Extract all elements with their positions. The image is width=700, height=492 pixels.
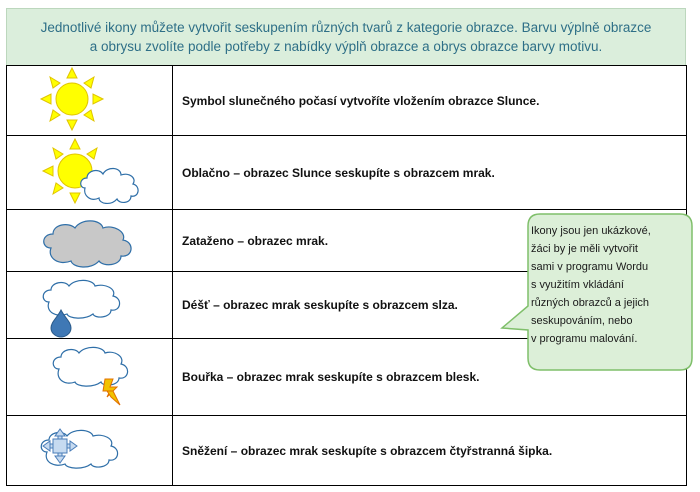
icon-cell	[7, 339, 173, 416]
gray-cloud-icon	[7, 210, 172, 271]
row-text: Zataženo – obrazec mrak.	[173, 210, 687, 272]
callout-line: žáci by je měli vytvořit	[531, 243, 638, 255]
intro-box	[6, 8, 686, 66]
row-text: Bouřka – obrazec mrak seskupíte s obrazcem blesk.	[173, 339, 687, 416]
row-text: Sněžení – obrazec mrak seskupíte s obrazcem čtyřstranná šipka.	[173, 416, 687, 486]
icon-cell	[7, 416, 173, 486]
sun-cloud-icon	[7, 136, 172, 209]
callout-line: Ikony jsou jen ukázkové,	[531, 225, 651, 237]
callout-line: v programu malování.	[531, 333, 638, 345]
icon-cell	[7, 272, 173, 339]
table-row	[7, 136, 687, 210]
callout-text	[531, 222, 681, 348]
callout-line: sami v programu Wordu	[531, 261, 649, 273]
sun-icon	[7, 66, 172, 135]
intro-line-2: a obrysu zvolíte podle potřeby z nabídky výplň obrazce a obrys obrazce barvy motivu.	[89, 39, 603, 54]
rain-icon	[7, 272, 172, 338]
snow-icon	[7, 416, 172, 485]
intro-line-1: Jednotlivé ikony můžete vytvořit seskupením různých tvarů z kategorie obrazce. Barvu výplně obrazce	[40, 20, 652, 35]
icon-cell	[7, 66, 173, 136]
callout-line: s využitím vkládání	[531, 279, 624, 291]
row-text: Symbol slunečného počasí vytvoříte vložením obrazce Slunce.	[173, 66, 687, 136]
icon-cell	[7, 210, 173, 272]
callout-line: seskupováním, nebo	[531, 315, 633, 327]
icon-cell	[7, 136, 173, 210]
callout-line: různých obrazců a jejich	[531, 297, 650, 309]
table-row	[7, 66, 687, 136]
table-row	[7, 416, 687, 486]
row-text: Déšť – obrazec mrak seskupíte s obrazcem slza.	[173, 272, 687, 339]
row-text: Oblačno – obrazec Slunce seskupíte s obrazcem mrak.	[173, 136, 687, 210]
storm-icon	[7, 339, 172, 415]
